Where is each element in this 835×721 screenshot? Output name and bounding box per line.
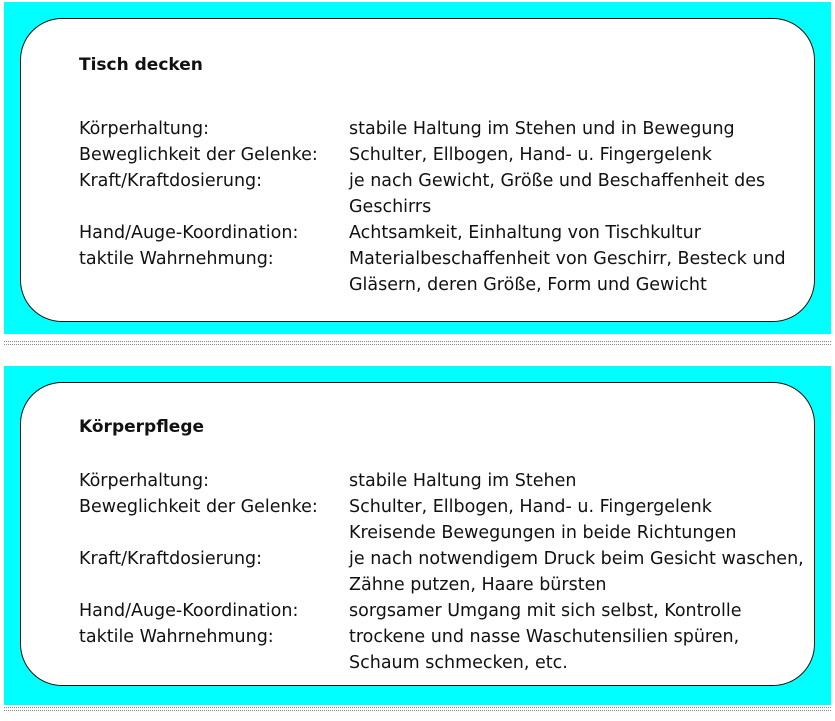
row-kraft bbox=[79, 168, 804, 220]
row-label: Hand/Auge-Koordination: bbox=[79, 223, 299, 243]
divider bbox=[4, 707, 831, 708]
value-line: Gläsern, deren Größe, Form und Gewicht bbox=[349, 275, 707, 295]
row-value bbox=[349, 468, 804, 494]
row-label: Hand/Auge-Koordination: bbox=[79, 601, 299, 621]
value-line: Schaum schmecken, etc. bbox=[349, 653, 568, 673]
row-kraft bbox=[79, 546, 804, 598]
row-value bbox=[349, 598, 804, 624]
divider bbox=[4, 710, 831, 711]
row-label: Beweglichkeit der Gelenke: bbox=[79, 145, 318, 165]
row-value bbox=[349, 246, 804, 298]
value-line: stabile Haltung im Stehen bbox=[349, 471, 577, 491]
row-label: Körperhaltung: bbox=[79, 471, 209, 491]
value-line: je nach notwendigem Druck beim Gesicht waschen, bbox=[349, 549, 804, 569]
row-taktil bbox=[79, 624, 804, 676]
value-line: Kreisende Bewegungen in beide Richtungen bbox=[349, 523, 737, 543]
card-title: Tisch decken bbox=[79, 55, 203, 75]
value-line: Schulter, Ellbogen, Hand- u. Fingergelenk bbox=[349, 497, 712, 517]
value-line: Zähne putzen, Haare bürsten bbox=[349, 575, 607, 595]
row-value bbox=[349, 494, 804, 546]
row-hand-auge bbox=[79, 598, 804, 624]
row-label: taktile Wahrnehmung: bbox=[79, 249, 274, 269]
row-hand-auge bbox=[79, 220, 804, 246]
value-line: Materialbeschaffenheit von Geschirr, Besteck und bbox=[349, 249, 786, 269]
row-koerperhaltung bbox=[79, 116, 804, 142]
card bbox=[20, 382, 815, 686]
card-title: Körperpflege bbox=[79, 417, 205, 437]
value-line: Achtsamkeit, Einhaltung von Tischkultur bbox=[349, 223, 701, 243]
row-label: Kraft/Kraftdosierung: bbox=[79, 171, 263, 191]
row-taktil bbox=[79, 246, 804, 298]
value-line: je nach Gewicht, Größe und Beschaffenheit des bbox=[349, 171, 766, 191]
divider bbox=[4, 341, 831, 342]
card bbox=[20, 18, 815, 322]
row-value bbox=[349, 546, 804, 598]
row-label: Kraft/Kraftdosierung: bbox=[79, 549, 263, 569]
row-value bbox=[349, 116, 804, 142]
card-panel-koerperpflege bbox=[4, 366, 831, 705]
divider bbox=[4, 344, 831, 345]
row-beweglichkeit bbox=[79, 142, 804, 168]
row-koerperhaltung bbox=[79, 468, 804, 494]
value-line: stabile Haltung im Stehen und in Bewegung bbox=[349, 119, 735, 139]
card-rows bbox=[79, 468, 804, 676]
row-label: taktile Wahrnehmung: bbox=[79, 627, 274, 647]
row-value bbox=[349, 220, 804, 246]
row-label: Körperhaltung: bbox=[79, 119, 209, 139]
row-label: Beweglichkeit der Gelenke: bbox=[79, 497, 318, 517]
row-value bbox=[349, 142, 804, 168]
row-value bbox=[349, 168, 804, 220]
value-line: Schulter, Ellbogen, Hand- u. Fingergelenk bbox=[349, 145, 712, 165]
value-line: Geschirrs bbox=[349, 197, 432, 217]
value-line: trockene und nasse Waschutensilien spüren, bbox=[349, 627, 740, 647]
value-line: sorgsamer Umgang mit sich selbst, Kontrolle bbox=[349, 601, 742, 621]
card-rows bbox=[79, 116, 804, 298]
row-beweglichkeit bbox=[79, 494, 804, 546]
row-value bbox=[349, 624, 804, 676]
card-panel-tisch-decken bbox=[4, 2, 831, 334]
